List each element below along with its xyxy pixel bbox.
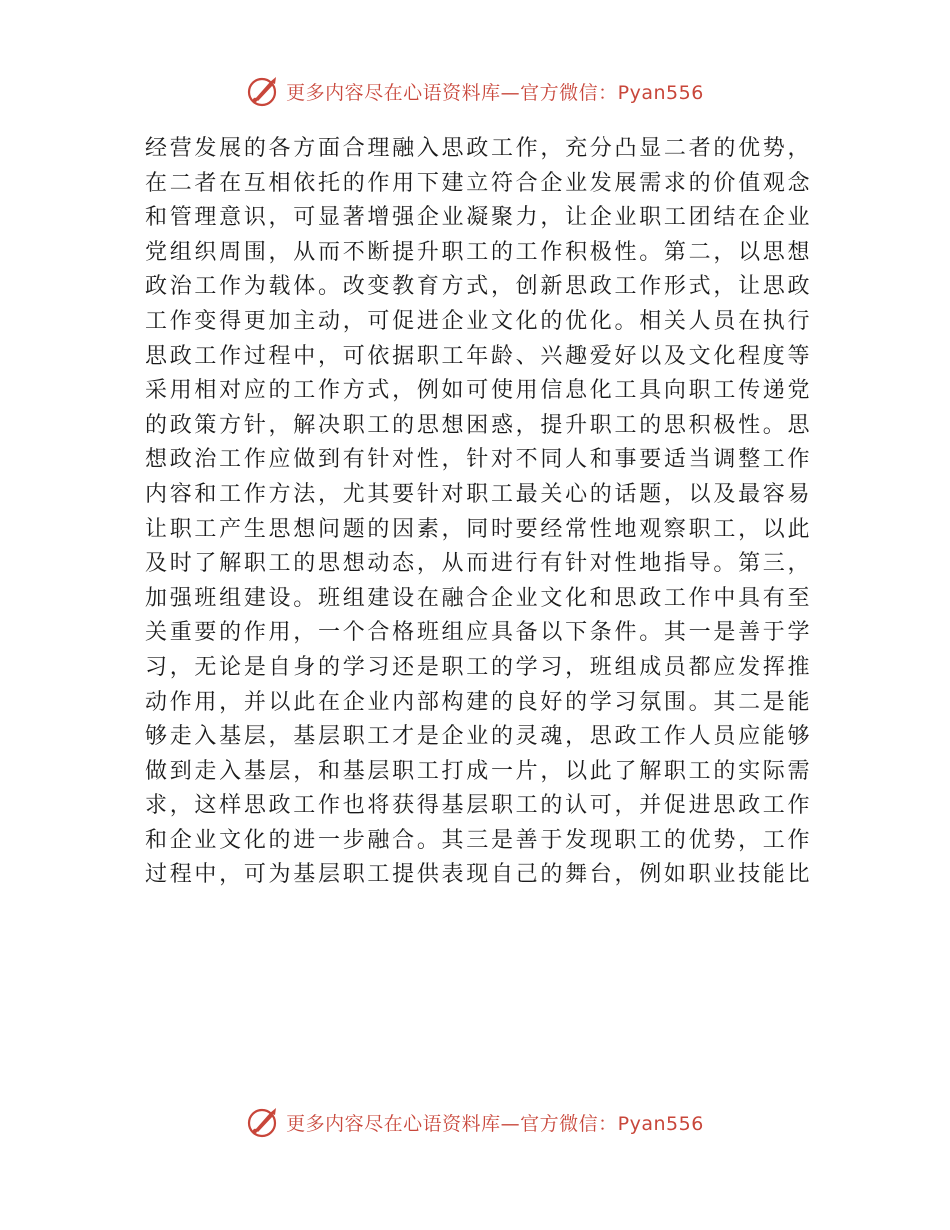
text-line: 习，无论是自身的学习还是职工的学习，班组成员都应发挥推: [145, 654, 810, 680]
text-line: 动作用，并以此在企业内部构建的良好的学习氛围。其二是能: [145, 689, 810, 715]
text-line: 的政策方针，解决职工的思想困惑，提升职工的思积极性。思: [145, 412, 810, 438]
text-line: 和管理意识，可显著增强企业凝聚力，让企业职工团结在企业: [145, 205, 810, 231]
text-line: 思政工作过程中，可依据职工年龄、兴趣爱好以及文化程度等: [145, 343, 810, 369]
text-line: 工作变得更加主动，可促进企业文化的优化。相关人员在执行: [145, 308, 810, 334]
footer-banner-text: 更多内容尽在心语资料库—官方微信：Pyan556: [286, 1112, 704, 1135]
text-line: 采用相对应的工作方式，例如可使用信息化工具向职工传递党: [145, 378, 810, 404]
text-line: 在二者在互相依托的作用下建立符合企业发展需求的价值观念: [145, 170, 810, 196]
header-banner: [0, 71, 950, 111]
text-line: 党组织周围，从而不断提升职工的工作积极性。第二，以思想: [145, 239, 810, 265]
text-line: 内容和工作方法，尤其要针对职工最关心的话题，以及最容易: [145, 481, 810, 507]
text-line: 做到走入基层，和基层职工打成一片，以此了解职工的实际需: [145, 758, 810, 784]
text-line: 及时了解职工的思想动态，从而进行有针对性地指导。第三，: [145, 551, 810, 577]
text-line: 加强班组建设。班组建设在融合企业文化和思政工作中具有至: [145, 585, 810, 611]
text-line: 和企业文化的进一步融合。其三是善于发现职工的优势，工作: [145, 827, 810, 853]
header-banner-text: 更多内容尽在心语资料库—官方微信：Pyan556: [286, 81, 704, 104]
text-line: 经营发展的各方面合理融入思政工作，充分凸显二者的优势，: [145, 136, 810, 161]
text-line: 过程中，可为基层职工提供表现自己的舞台，例如职业技能比: [145, 862, 810, 888]
text-line: 想政治工作应做到有针对性，针对不同人和事要适当调整工作: [145, 447, 810, 473]
quill-pen-logo-icon: [246, 74, 280, 108]
document-body: [145, 132, 810, 893]
quill-pen-logo-icon: [246, 1105, 280, 1139]
text-line: 让职工产生思想问题的因素，同时要经常性地观察职工，以此: [145, 516, 810, 542]
text-line: 求，这样思政工作也将获得基层职工的认可，并促进思政工作: [145, 793, 810, 819]
text-line: 关重要的作用，一个合格班组应具备以下条件。其一是善于学: [145, 620, 810, 646]
text-line: 政治工作为载体。改变教育方式，创新思政工作形式，让思政: [145, 274, 810, 300]
footer-banner: [0, 1102, 950, 1142]
text-line: 够走入基层，基层职工才是企业的灵魂，思政工作人员应能够: [145, 724, 810, 750]
